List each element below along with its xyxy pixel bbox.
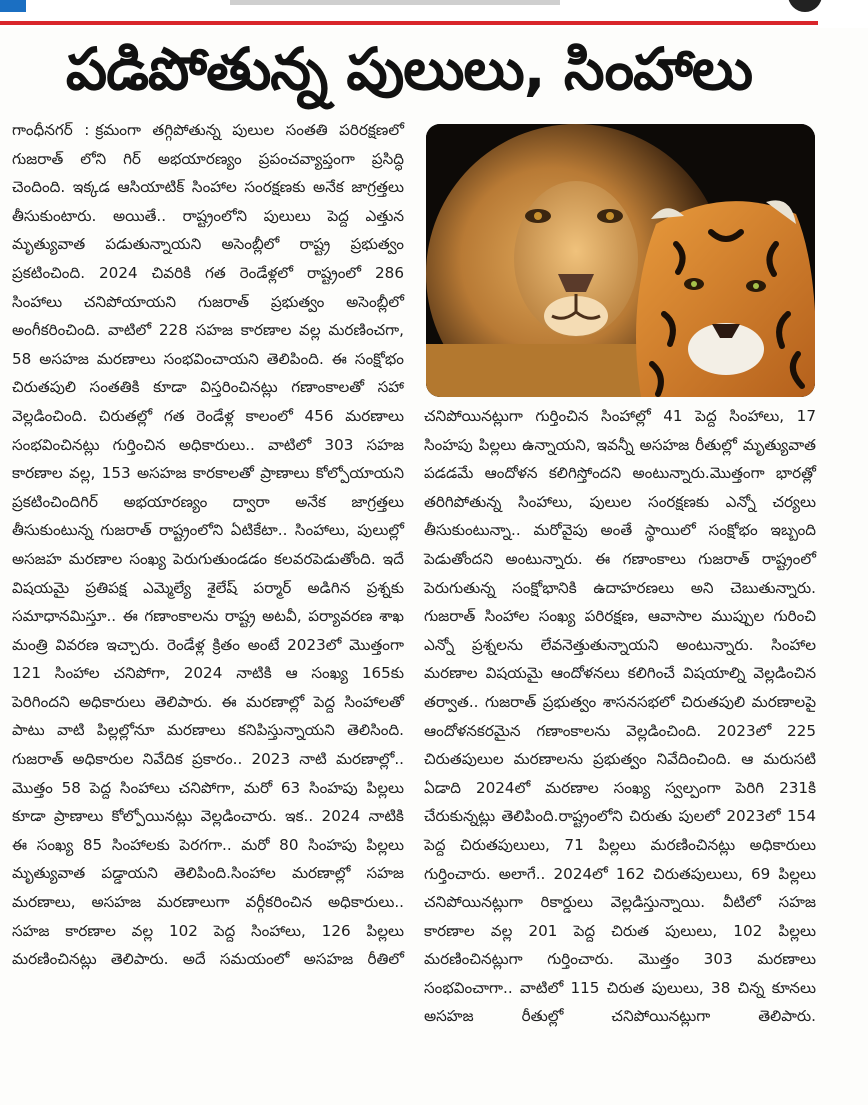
publication-logo-icon bbox=[0, 0, 26, 12]
article-headline: పడిపోతున్న పులులు, సింహాలు bbox=[65, 35, 753, 103]
article-paragraph bbox=[12, 116, 404, 1002]
dateline: గాంధీనగర్ : bbox=[12, 121, 90, 139]
lion-and-tiger-photo-icon bbox=[426, 124, 815, 397]
article-column-left bbox=[12, 116, 404, 1002]
red-rule-divider bbox=[0, 21, 818, 25]
article-column-right bbox=[424, 402, 816, 1060]
lion-tiger-photo bbox=[426, 124, 815, 397]
corner-badge-icon bbox=[788, 0, 822, 12]
masthead-fragment bbox=[230, 0, 560, 5]
paragraph-text: క్రమంగా తగ్గిపోతున్న పులుల సంతతి పరిరక్షణలో గుజరాత్ లోని గిర్ అభయారణ్యం ప్రపంచవ్యాప్తంగా ప్రసిద్ధి చెందింది. ఇక్కడ ఆసియాటిక్ సింహాల సంరక్షణకు అనేక జాగ్రత్తలు తీసుకుంటారు. అయితే.. రాష్ట్రంలోని పులులు పెద్ద ఎత్తున మృత్యువాత పడుతున్నాయని అసెంబ్లీలో రాష్ట్ర ప్రభుత్వం ప్రకటించింది. 2024 చివరికి గత రెండేళ్లలో రాష్ట్రంలో 286 సింహాలు చనిపోయాయని గుజరాత్ ప్రభుత్వం అసెంబ్లీలో అంగీకరించింది. వాటిలో 228 సహజ కారణాల వల్ల మరణించగా, 58 అసహజ మరణాలు సంభవించాయని తెలిపింది. ఈ సంక్షోభం చిరుతపులి సంతతికి కూడా విస్తరించినట్లు గణాంకాలతో సహా వెల్లడించింది. చిరుతల్లో గత రెండేళ్ల కాలంలో 456 మరణాలు సంభవించినట్లు గుర్తించిన అధికారులు.. వాటిలో 303 సహజ కారణాల వల్ల, 153 అసహజ కారకాలతో ప్రాణాలు కోల్పోయాయని ప్రకటించిందిగిర్ అభయారణ్యం ద్వారా అనేక జాగ్రత్తలు తీసుకుంటున్న గుజరాత్ రాష్ట్రంలోని ఏటికేటా.. సింహాలు, పులుల్లో అసజహ మరణాల సంఖ్య పెరుగుతుండడం కలవరపెడుతోంది. ఇదే విషయమై ప్రతిపక్ష ఎమ్మెల్యే శైలేష్ పర్మార్ అడిగిన ప్రశ్నకు సమాధానమిస్తూ.. ఈ గణాంకాలను రాష్ట్ర అటవీ, పర్యావరణ శాఖ మంత్రి వివరణ ఇచ్చారు. రెండేళ్ల క్రితం అంటే 2023లో మొత్తంగా 121 సింహాల చనిపోగా, 2024 నాటికి ఆ సంఖ్య 165కు పెరిగిందని అధికారులు తెలిపారు. ఈ మరణాల్లో పెద్ద సింహాలతో పాటు వాటి పిల్లల్లోనూ మరణాలు కనిపిస్తున్నాయని తెలిసింది. గుజరాత్ అధికారుల నివేదిక ప్రకారం.. 2023 నాటి మరణాల్లో.. మొత్తం 58 పెద్ద సింహాలు చనిపోగా, మరో 63 సింహపు పిల్లలు కూడా ప్రాణాలు కోల్పోయినట్లు వెల్లడించారు. ఇక.. 2024 నాటికి ఈ సంఖ్య 85 సింహాలకు పెరగగా.. మరో 80 సింహపు పిల్లలు మృత్యువాత పడ్డాయని తెలిపింది.సింహాల మరణాల్లో సహజ మరణాలు, అసహజ మరణాలుగా వర్గీకరించిన అధికారులు.. సహజ కారణాల వల్ల 102 పెద్ద సింహాలు, 126 పిల్లలు మరణించినట్లు తెలిపారు. అదే సమయంలో అసహజ రీతిలో bbox=[12, 121, 404, 969]
article-paragraph: చనిపోయినట్లుగా గుర్తించిన సింహాల్లో 41 పెద్ద సింహాలు, 17 సింహపు పిల్లలు ఉన్నాయని, ఇవన్నీ అసహజ రీతుల్లో మృత్యువాత పడడమే ఆందోళన కలిగిస్తోందని అంటున్నారు.మొత్తంగా భారత్లో తరిగిపోతున్న సింహాలు, పులుల సంరక్షణకు ఎన్నో చర్యలు తీసుకుంటున్నా.. మరోవైపు అంతే స్థాయిలో సంక్షోభం ఇబ్బంది పెడుతోందని అంటున్నారు. ఈ గణాంకాలు గుజరాత్ రాష్ట్రంలో పెరుగుతున్న సంక్షోభానికి ఉదాహరణలు అని చెబుతున్నారు. గుజరాత్ సింహాల సంఖ్య పరిరక్షణ, ఆవాసాల ముప్పుల గురించి ఎన్నో ప్రశ్నలను లేవనెత్తుతున్నాయని అంటున్నారు. సింహాల మరణాల విషయమై ఆందోళనలు కలిగించే విషయాల్ని వెల్లడించిన తర్వాత.. గుజరాత్ ప్రభుత్వం శాసనసభలో చిరుతపులి మరణాలపై ఆందోళనకరమైన గణాంకాలను వెల్లడించింది. 2023లో 225 చిరుతపులుల మరణాలను ప్రభుత్వం నివేదించింది. ఆ మరుసటి ఏడాది 2024లో మరణాల సంఖ్య స్వల్పంగా పెరిగి 231కి చేరుకున్నట్లు తెలిపింది.రాష్ట్రంలోని చిరుతు పులలో 2023లో 154 పెద్ద చిరుతపులులు, 71 పిల్లలు మరణించినట్లు అధికారులు గుర్తించారు. అలాగే.. 2024లో 162 చిరుతపులులు, 69 పిల్లలు చనిపోయినట్లుగా రికార్డులు వెల్లడిస్తున్నాయి. వీటిలో సహజ కారణాల వల్ల 201 పెద్ద చిరుత పులులు, 102 పిల్లలు మరణించినట్లుగా గుర్తించారు. మొత్తం 303 మరణాలు సంభవించాగా.. వాటిలో 115 చిరుత పులులు, 38 చిన్న కూనలు అసహజ రీతుల్లో చనిపోయినట్లుగా తెలిపారు. bbox=[424, 407, 816, 1026]
